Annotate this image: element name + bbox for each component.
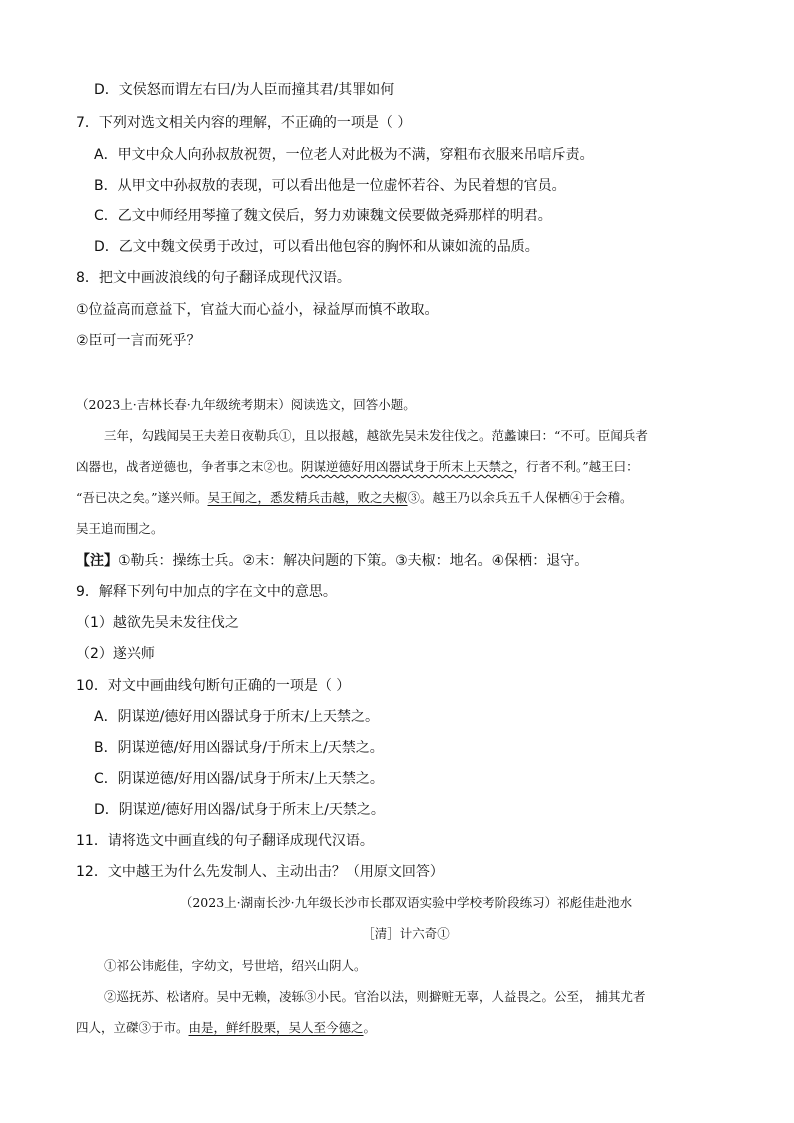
passage3-line-3 xyxy=(76,1018,726,1038)
q6-option-d: D．文侯怒而谓左右曰/为人臣而撞其君/其罪如何 xyxy=(94,82,395,98)
passage3-line-3-end: 。 xyxy=(363,1020,377,1035)
passage2-source: （2023上·吉林长春·九年级统考期末）阅读选文，回答小题。 xyxy=(76,397,416,412)
q7-option-b: B．从甲文中孙叔敖的表现，可以看出他是一位虚怀若谷、为民着想的官员。 xyxy=(94,178,566,194)
passage3-author: ［清］计六奇① xyxy=(362,926,450,941)
q7-option-a: A．甲文中众人向孙叔敖祝贺，一位老人对此极为不满，穿粗布衣服来吊唁斥责。 xyxy=(94,147,594,163)
straight-underline-sentence: 吴王闻之，悉发精兵击越，败之夫椒 xyxy=(207,490,408,505)
passage3-underline-sentence: 由是，鲜纤股栗，吴人至今德之 xyxy=(188,1020,364,1035)
passage2-line-2-start: 凶器也，战者逆德也，争者事之末②也。 xyxy=(76,459,302,474)
passage2-line-3-start: “吾已决之矣。”遂兴师。 xyxy=(76,490,208,505)
passage3-line-2: ②巡抚苏、松诸府。吴中无赖，凌轹③小民。官治以法，则擗赃无辜，人益畏之。公至， 捕其尤者 xyxy=(104,989,646,1004)
passage2-line-3-end: ③。越王乃以余兵五千人保栖④于会稽。 xyxy=(407,490,633,505)
q7-stem: 7．下列对选文相关内容的理解，不正确的一项是（ ） xyxy=(76,115,412,131)
q10-stem: 10．对文中画曲线句断句正确的一项是（ ） xyxy=(76,678,351,694)
passage2-line-2 xyxy=(76,457,726,477)
passage3-line-3-start: 四人，立磔③于市。 xyxy=(76,1020,189,1035)
q12-stem: 12．文中越王为什么先发制人、主动出击？（用原文回答） xyxy=(76,864,444,880)
q11-stem: 11．请将选文中画直线的句子翻译成现代汉语。 xyxy=(76,833,374,849)
note-text: ①勒兵：操练士兵。②末：解决问题的下策。③夫椒：地名。④保栖：退守。 xyxy=(118,553,589,569)
q9-item-2: （2）遂兴师 xyxy=(76,646,155,662)
q7-option-d: D．乙文中魏文侯勇于改过，可以看出他包容的胸怀和从谏如流的品质。 xyxy=(94,239,539,255)
curved-underline-sentence: 阴谋逆德好用凶器试身于所末上天禁之 xyxy=(301,459,514,474)
passage3-source: （2023上·湖南长沙·九年级长沙市长郡双语实验中学校考阶段练习）祁彪佳赴池水 xyxy=(179,895,633,910)
q9-stem: 9．解释下列句中加点的字在文中的意思。 xyxy=(76,584,337,600)
note-label: 【注】 xyxy=(76,553,118,569)
q10-option-b: B．阴谋逆德/好用凶器试身/于所末上/天禁之。 xyxy=(94,740,384,756)
q7-option-c: C．乙文中师经用琴撞了魏文侯后，努力劝谏魏文侯要做尧舜那样的明君。 xyxy=(94,208,552,224)
passage2-line-4: 吴王追而围之。 xyxy=(76,521,164,536)
passage2-line-2-end: ，行者不利。”越王曰： xyxy=(513,459,639,474)
passage2-line-3 xyxy=(76,488,726,508)
passage2-line-1: 三年，勾践闻吴王夫差日夜勒兵①，且以报越，越欲先吴未发往伐之。范蠡谏曰：“不可。臣闻兵者 xyxy=(104,428,648,443)
passage3-line-1: ①祁公讳彪佳，字幼文，号世培，绍兴山阴人。 xyxy=(104,958,367,973)
q10-option-c: C．阴谋逆德/好用凶器/试身于所末/上天禁之。 xyxy=(94,771,384,787)
q9-item-1: （1）越欲先吴未发往伐之 xyxy=(76,615,239,631)
q8-item-1: ①位益高而意益下，官益大而心益小，禄益厚而慎不敢取。 xyxy=(76,302,439,318)
q8-stem: 8．把文中画波浪线的句子翻译成现代汉语。 xyxy=(76,270,351,286)
q10-option-d: D．阴谋逆/德好用凶器/试身于所末上/天禁之。 xyxy=(94,802,385,818)
q8-item-2: ②臣可一言而死乎？ xyxy=(76,333,201,349)
q10-option-a: A．阴谋逆/德好用凶器试身于所末/上天禁之。 xyxy=(94,709,380,725)
passage2-notes xyxy=(76,551,726,571)
